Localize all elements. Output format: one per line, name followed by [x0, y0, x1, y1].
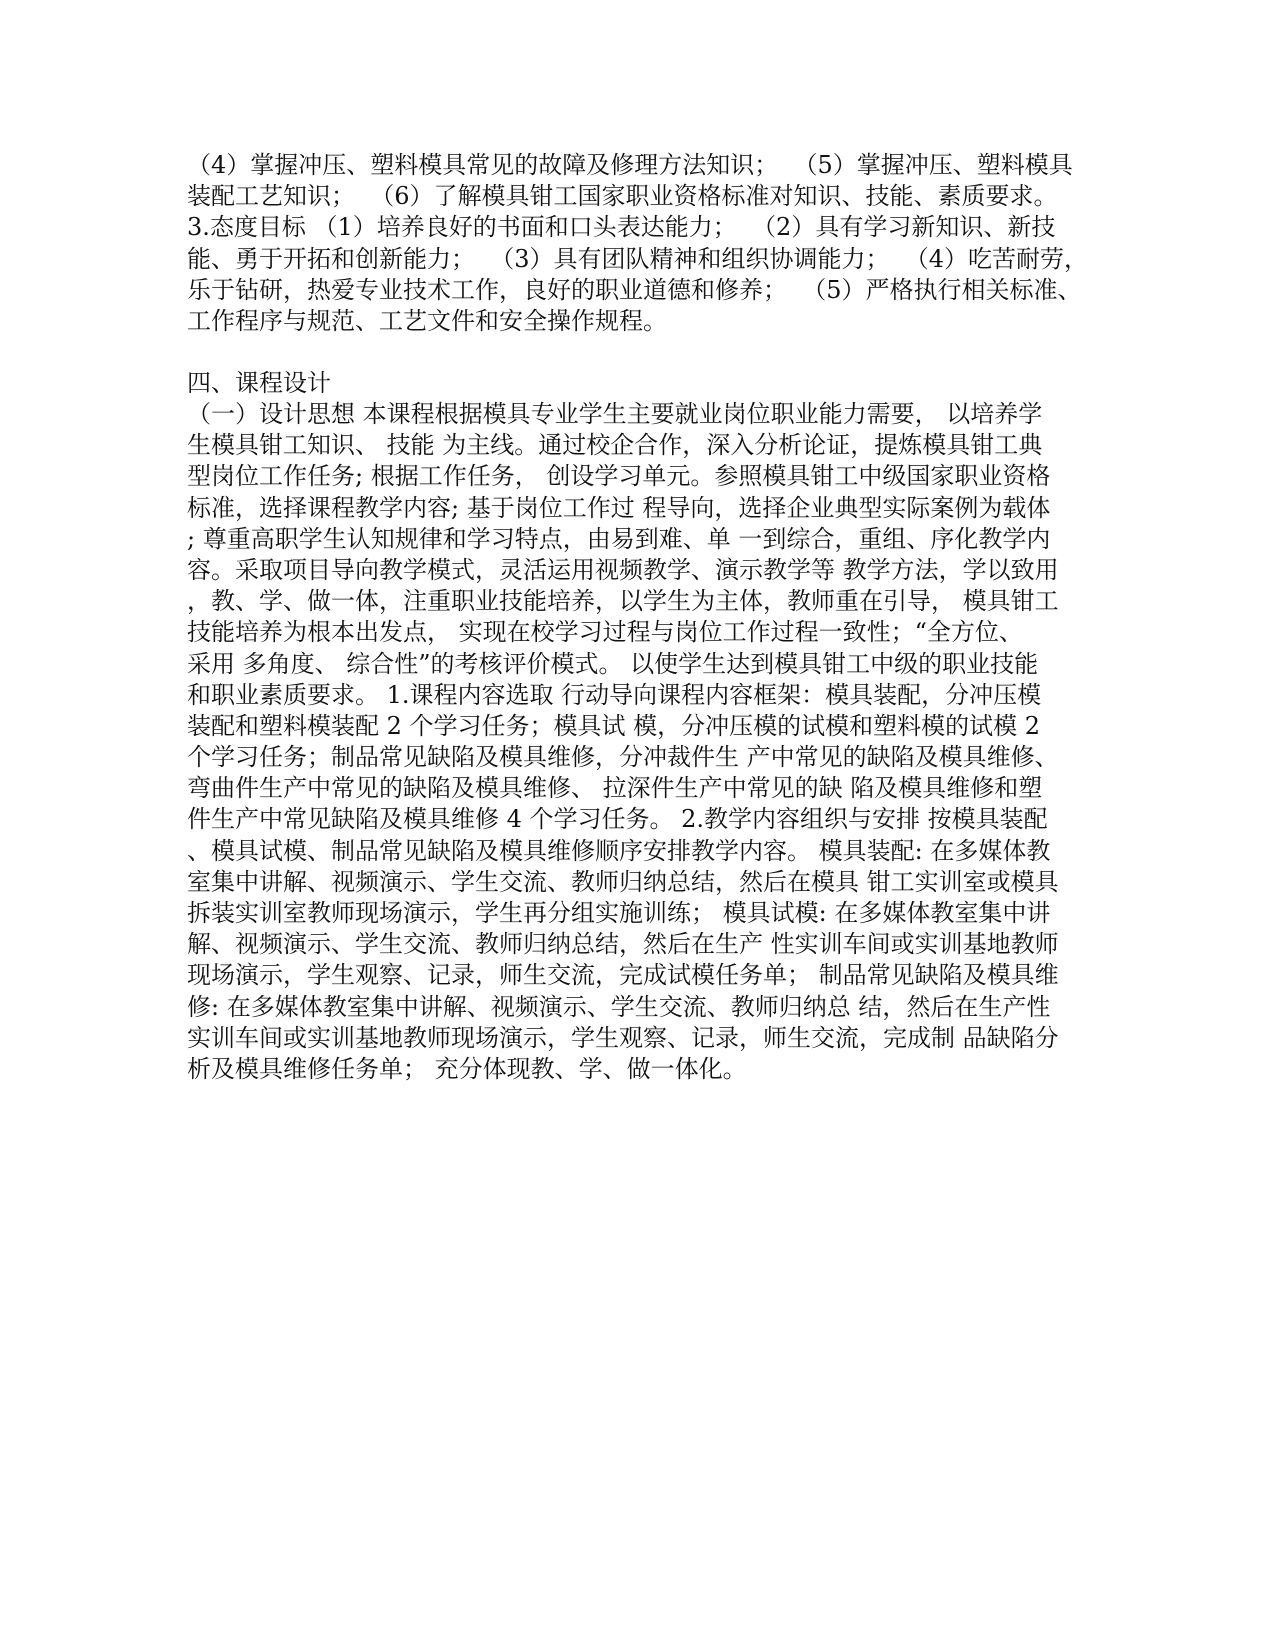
section-heading-text: 四、课程设计	[187, 369, 331, 397]
design-text-line: （一）设计思想 本课程根据模具专业学生主要就业岗位职业能力需要， 以培养学	[187, 400, 1043, 428]
design-text-line: 拆装实训室教师现场演示，学生再分组实施训练； 模具试模: 在多媒体教室集中讲	[187, 899, 1051, 927]
intro-text-line: 能、勇于开拓和创新能力； （3）具有团队精神和组织协调能力； （4）吃苦耐劳，	[187, 244, 1089, 273]
design-paragraph	[187, 399, 1087, 1085]
intro-text-line: 工作程序与规范、工艺文件和安全操作规程。	[187, 306, 667, 335]
intro-text-line: （4）掌握冲压、塑料模具常见的故障及修理方法知识； （5）掌握冲压、塑料模具	[187, 151, 1073, 179]
design-text-line: 技能培养为根本出发点， 实现在校学习过程与岗位工作过程一致性；“全方位、	[187, 618, 1023, 647]
design-text-line: 修: 在多媒体教室集中讲解、视频演示、学生交流、教师归纳总 结，然后在生产性	[187, 992, 1051, 1021]
section-heading	[187, 368, 1087, 399]
design-text-line: 型岗位工作任务; 根据工作任务， 创设学习单元。参照模具钳工中级国家职业资格	[187, 462, 1051, 491]
design-text-line: 标准，选择课程教学内容; 基于岗位工作过 程导向，选择企业典型实际案例为载体	[187, 493, 1051, 522]
design-text-line: 实训车间或实训基地教师现场演示，学生观察、记录，师生交流，完成制 品缺陷分	[187, 1023, 1059, 1052]
design-text-line: 弯曲件生产中常见的缺陷及模具维修、 拉深件生产中常见的缺 陷及模具维修和塑	[187, 774, 1043, 803]
design-text-line: 解、视频演示、学生交流、教师归纳总结，然后在生产 性实训车间或实训基地教师	[187, 930, 1059, 959]
intro-text-line: 乐于钻研，热爱专业技术工作，良好的职业道德和修养； （5）严格执行相关标准、	[187, 275, 1082, 304]
design-text-line: 现场演示，学生观察、记录，师生交流，完成试模任务单； 制品常见缺陷及模具维	[187, 961, 1059, 990]
intro-text-line: 装配工艺知识； （6）了解模具钳工国家职业资格标准对知识、技能、素质要求。	[187, 182, 1058, 211]
design-text-line: 生模具钳工知识、 技能 为主线。通过校企合作，深入分析论证，提炼模具钳工典	[187, 431, 1043, 460]
design-text-line: ，教、学、做一体，注重职业技能培养，以学生为主体，教师重在引导， 模具钳工	[187, 587, 1059, 616]
design-text-line: 装配和塑料模装配 2 个学习任务；模具试 模，分冲压模的试模和塑料模的试模 2	[187, 711, 1041, 740]
design-text-line: ; 尊重高职学生认知规律和学习特点，由易到难、单 一到综合，重组、序化教学内	[187, 524, 1051, 553]
intro-text-line: 3.态度目标 （1）培养良好的书面和口头表达能力； （2）具有学习新知识、新技	[187, 213, 1056, 242]
design-text-line: 室集中讲解、视频演示、学生交流、教师归纳总结，然后在模具 钳工实训室或模具	[187, 867, 1059, 896]
design-text-line: 个学习任务；制品常见缺陷及模具维修，分冲裁件生 产中常见的缺陷及模具维修、	[187, 743, 1059, 772]
design-text-line: 析及模具维修任务单； 充分体现教、学、做一体化。	[187, 1054, 747, 1083]
design-text-line: 和职业素质要求。 1.课程内容选取 行动导向课程内容框架：模具装配，分冲压模	[187, 680, 1042, 709]
design-text-line: 采用 多角度、 综合性”的考核评价模式。 以使学生达到模具钳工中级的职业技能	[187, 649, 1039, 678]
intro-paragraph	[187, 150, 1087, 337]
design-text-line: 、模具试模、制品常见缺陷及模具维修顺序安排教学内容。 模具装配: 在多媒体教	[187, 836, 1051, 865]
design-text-line: 件生产中常见缺陷及模具维修 4 个学习任务。 2.教学内容组织与安排 按模具装配	[187, 805, 1048, 834]
design-text-line: 容。采取项目导向教学模式，灵活运用视频教学、演示教学等 教学方法，学以致用	[187, 555, 1059, 584]
